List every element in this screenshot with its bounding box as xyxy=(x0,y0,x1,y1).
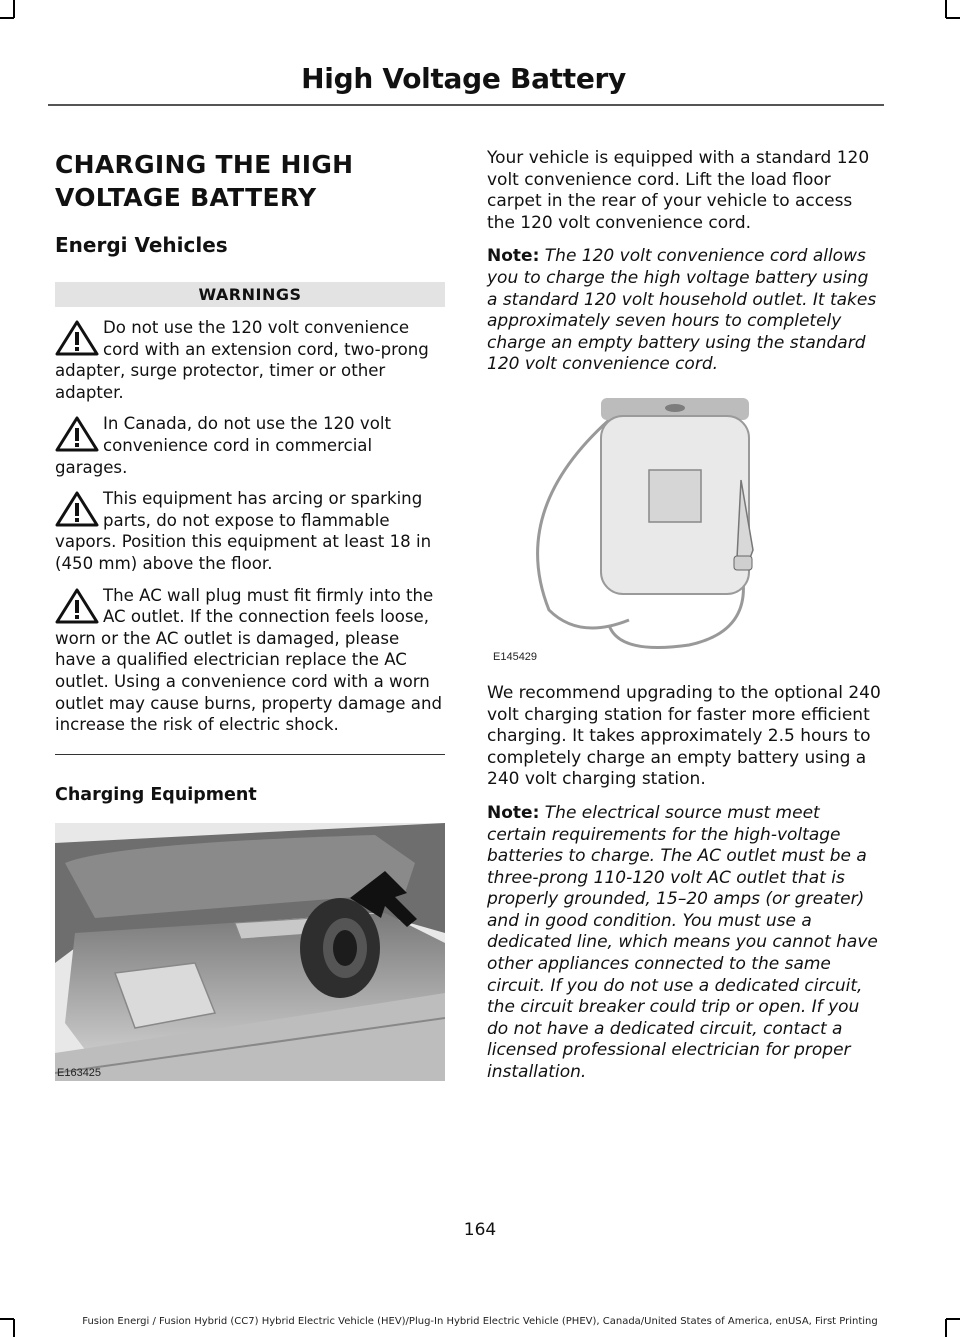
note-text: The 120 volt convenience cord allows you to charge the high voltage battery using a standard 120 volt household outlet. It takes approximately seven hours to completely charge an empty battery using the standard 120 volt convenience cord. xyxy=(487,246,877,375)
right-column xyxy=(487,148,881,1096)
section-title: CHARGING THE HIGH VOLTAGE BATTERY xyxy=(55,150,354,212)
warning-text: This equipment has arcing or sparking parts, do not expose to flammable vapors. Position this equipment at least 18 in (450 mm) above the floor. xyxy=(55,489,432,573)
left-column xyxy=(55,148,445,1081)
charging-equipment-heading: Charging Equipment xyxy=(55,784,257,805)
paragraph: We recommend upgrading to the optional 240 volt charging station for faster more efficient charging. It takes approximately 2.5 hours to completely charge an empty battery using a 240 volt charging station. xyxy=(487,682,881,790)
section-subtitle: Energi Vehicles xyxy=(55,233,228,257)
figure-label: E163425 xyxy=(57,1066,102,1079)
warning-item xyxy=(55,585,445,736)
warning-item xyxy=(55,317,445,403)
crop-mark xyxy=(946,17,960,19)
crop-mark xyxy=(0,17,14,19)
warning-triangle-icon xyxy=(55,319,99,357)
note-text: The electrical source must meet certain requirements for the high-voltage batteries to charge. The AC outlet must be a three-prong 110-120 volt AC outlet that is properly grounded, 15–20 amps (or greater) and in good condition. You must use a dedicated line, which means you cannot have other appliances connected to the same circuit. If you do not use a dedicated circuit, the circuit breaker could trip or open. If you do not have a dedicated circuit, contact a licensed professional electrician for proper installation. xyxy=(487,802,878,1083)
warning-item xyxy=(55,488,445,574)
trunk-figure xyxy=(55,823,445,1081)
footer-text: Fusion Energi / Fusion Hybrid (CC7) Hybrid Electric Vehicle (HEV)/Plug-In Hybrid Electric Vehicle (PHEV), Canada/United States of America, enUSA, First Printing xyxy=(82,1316,878,1327)
page-number: 164 xyxy=(463,1220,497,1240)
warning-text: In Canada, do not use the 120 volt convenience cord in commercial garages. xyxy=(55,414,391,477)
warning-triangle-icon xyxy=(55,490,99,528)
warnings-heading: WARNINGS xyxy=(55,282,445,307)
warning-triangle-icon xyxy=(55,415,99,453)
page-header-title: High Voltage Battery xyxy=(301,62,626,95)
note-label: Note: xyxy=(487,802,540,823)
figure-label: E145429 xyxy=(493,650,538,663)
charging-station-illustration xyxy=(489,390,769,665)
warning-text: The AC wall plug must fit firmly into the AC outlet. If the connection feels loose, worn or the AC outlet is damaged, please have a qualified electrician replace the AC outlet. Using a convenience cord with a worn outlet may cause burns, property damage and increase the risk of electric shock. xyxy=(55,585,443,735)
warning-item xyxy=(55,413,445,478)
header-rule xyxy=(48,104,884,106)
warning-text: Do not use the 120 volt convenience cord with an extension cord, two-prong adapter, surge protector, timer or other adapter. xyxy=(55,318,429,402)
trunk-cargo-illustration xyxy=(55,823,445,1081)
warning-triangle-icon xyxy=(55,587,99,625)
charging-station-figure xyxy=(489,390,769,665)
warnings-end-rule xyxy=(55,754,445,755)
note-label: Note: xyxy=(487,246,540,267)
note xyxy=(487,803,881,1084)
note xyxy=(487,246,881,376)
paragraph: Your vehicle is equipped with a standard 120 volt convenience cord. Lift the load floor carpet in the rear of your vehicle to access the 120 volt convenience cord. xyxy=(487,148,870,233)
crop-mark xyxy=(13,0,15,18)
crop-mark xyxy=(945,0,947,18)
